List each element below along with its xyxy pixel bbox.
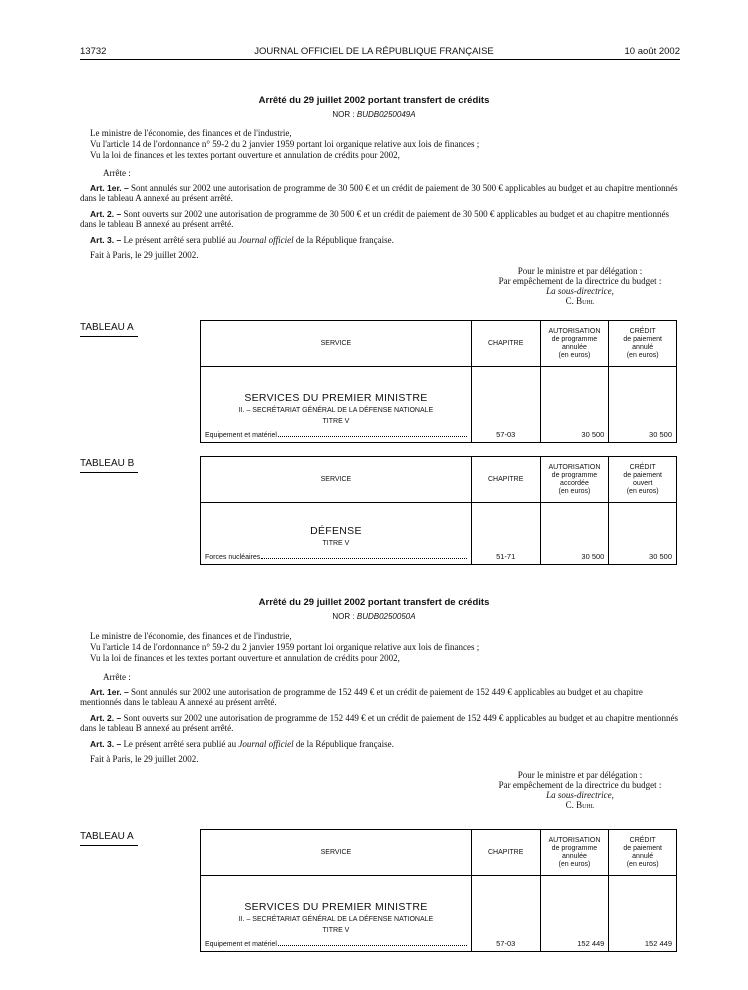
- art2-text: Sont ouverts sur 2002 une autorisation de programme de 152 449 € et un crédit de paiement de 152 449 € applicables au budget et au chapitre mentionnés dans le tableau B annexé au présent arrêté.: [80, 713, 679, 733]
- leader-dots: [278, 436, 467, 437]
- col-ap: [540, 457, 609, 503]
- cp-value: 152 449: [609, 876, 677, 952]
- table-row: [201, 367, 677, 443]
- col-ap-l1: AUTORISATION: [548, 836, 601, 844]
- art3-label: Art. 3. –: [90, 739, 122, 749]
- art2-label: Art. 2. –: [90, 713, 122, 723]
- sig-name: C. Buhl: [565, 800, 595, 810]
- service-title: DÉFENSE: [310, 525, 362, 537]
- arrete2-title: Arrêté du 29 juillet 2002 portant transfert de crédits: [258, 597, 490, 608]
- sig-line-3: La sous-directrice,: [546, 286, 614, 296]
- titre-label: TITRE V: [322, 927, 350, 934]
- col-ap-l4: (en euros): [558, 351, 591, 359]
- col-cp-l4: (en euros): [626, 351, 659, 359]
- art3-label: Art. 3. –: [90, 235, 122, 245]
- service-title: SERVICES DU PREMIER MINISTRE: [244, 901, 428, 913]
- chapitre-value: 57-03: [471, 367, 540, 443]
- arrete2-article-1: [80, 687, 680, 707]
- col-ap-l2: de programme: [551, 844, 598, 852]
- col-cp-l4: (en euros): [626, 860, 659, 868]
- col-ap-l2: de programme: [551, 335, 598, 343]
- titre-label: TITRE V: [322, 418, 350, 425]
- service-line: [205, 554, 467, 561]
- col-cp-l2: de paiement: [623, 471, 662, 479]
- arrete1-article-1: [80, 183, 680, 203]
- arrete1-nor: [0, 110, 748, 119]
- service-cell: [201, 876, 472, 952]
- arrete1-signature: [460, 266, 700, 306]
- journal-title: JOURNAL OFFICIEL DE LA RÉPUBLIQUE FRANÇAISE: [254, 46, 494, 57]
- journal-officiel-ref: Journal officiel: [238, 235, 294, 245]
- col-ap-l3: annulée: [561, 852, 587, 860]
- leader-dots: [261, 558, 467, 559]
- tableau-a-label: TABLEAU A: [80, 322, 134, 333]
- table-row: [201, 503, 677, 565]
- col-ap: [540, 830, 609, 876]
- chapitre-value: 57-03: [471, 876, 540, 952]
- col-cp-l2: de paiement: [623, 335, 662, 343]
- tableau-b-rule: [80, 472, 138, 473]
- arrete2-arrete: Arrête :: [103, 672, 131, 682]
- arrete1-preamble-3: Vu la loi de finances et les textes portant ouverture et annulation de crédits pour 2002,: [90, 150, 400, 160]
- art3-text-end: de la République française.: [293, 739, 394, 749]
- journal-officiel-ref: Journal officiel: [238, 739, 294, 749]
- art1-label: Art. 1er. –: [90, 687, 129, 697]
- sig-line-1: Pour le ministre et par délégation :: [517, 770, 643, 780]
- arrete1-article-3: [90, 235, 680, 245]
- col-cp-l3: annulé: [632, 852, 654, 860]
- chapitre-value: 51-71: [471, 503, 540, 565]
- service-cell: [201, 367, 472, 443]
- arrete1-tableau-a: [200, 320, 677, 443]
- art2-text: Sont ouverts sur 2002 une autorisation de programme de 30 500 € et un crédit de paiement de 30 500 € applicables au budget et au chapitre mentionnés dans le tableau B annexé au présent arrêté.: [80, 209, 670, 229]
- col-ap-l3: annulée: [561, 343, 587, 351]
- arrete1-preamble-2: Vu l'article 14 de l'ordonnance n° 59-2 du 2 janvier 1959 portant loi organique relative aux lois de finances ;: [90, 139, 480, 149]
- line-label: Forces nucléaires: [205, 554, 261, 561]
- header-rule: [80, 59, 680, 60]
- col-chapitre: CHAPITRE: [471, 457, 540, 503]
- ap-value: 30 500: [540, 367, 609, 443]
- page-number: 13732: [80, 46, 107, 57]
- nor-code: BUDB0250050A: [356, 612, 416, 621]
- col-ap: [540, 321, 609, 367]
- col-ap-l4: (en euros): [558, 860, 591, 868]
- art3-text: Le présent arrêté sera publié au: [121, 739, 239, 749]
- ap-value: 30 500: [540, 503, 609, 565]
- nor-code: BUDB0250049A: [356, 110, 416, 119]
- col-cp-l1: CRÉDIT: [629, 836, 656, 844]
- col-service: SERVICE: [201, 830, 472, 876]
- col-ap-l1: AUTORISATION: [548, 463, 601, 471]
- col-cp-l4: (en euros): [626, 487, 659, 495]
- nor-label: NOR :: [332, 612, 357, 621]
- nor-label: NOR :: [332, 110, 357, 119]
- col-chapitre: CHAPITRE: [471, 830, 540, 876]
- col-ap-l2: de programme: [551, 471, 598, 479]
- tableau-a-rule: [80, 845, 138, 846]
- arrete1-article-2: [80, 209, 680, 229]
- arrete2-preamble-3: Vu la loi de finances et les textes portant ouverture et annulation de crédits pour 2002,: [90, 653, 400, 663]
- sig-line-1: Pour le ministre et par délégation :: [517, 266, 643, 276]
- arrete2-fait: Fait à Paris, le 29 juillet 2002.: [90, 754, 199, 764]
- tableau-b-label: TABLEAU B: [80, 458, 135, 469]
- issue-date: 10 août 2002: [624, 46, 680, 57]
- service-subtitle: II. – SECRÉTARIAT GÉNÉRAL DE LA DÉFENSE NATIONALE: [238, 916, 434, 923]
- arrete1-preamble-1: Le ministre de l'économie, des finances et de l'industrie,: [90, 128, 292, 138]
- arrete1-arrete: Arrête :: [103, 168, 131, 178]
- line-label: Equipement et matériel: [205, 941, 277, 948]
- art3-text: Le présent arrêté sera publié au: [121, 235, 239, 245]
- line-label: Equipement et matériel: [205, 432, 277, 439]
- col-ap-l4: (en euros): [558, 487, 591, 495]
- art1-label: Art. 1er. –: [90, 183, 129, 193]
- col-cp-l1: CRÉDIT: [629, 327, 656, 335]
- sig-line-3: La sous-directrice,: [546, 790, 614, 800]
- arrete1-title: Arrêté du 29 juillet 2002 portant transfert de crédits: [258, 95, 490, 106]
- cp-value: 30 500: [609, 367, 677, 443]
- col-ap-l1: AUTORISATION: [548, 327, 601, 335]
- cp-value: 30 500: [609, 503, 677, 565]
- sig-line-2: Par empêchement de la directrice du budget :: [498, 276, 662, 286]
- service-cell: [201, 503, 472, 565]
- col-cp-l3: ouvert: [632, 479, 653, 487]
- arrete1-tableau-b: [200, 456, 677, 565]
- col-cp: [609, 830, 677, 876]
- col-ap-l3: accordée: [560, 479, 589, 487]
- tableau-a-rule: [80, 336, 138, 337]
- col-cp: [609, 457, 677, 503]
- col-cp: [609, 321, 677, 367]
- art1-text: Sont annulés sur 2002 une autorisation de programme de 30 500 € et un crédit de paiement de 30 500 € applicables au budget et au chapitre mentionnés dans le tableau A annexé au présent arrêté.: [80, 183, 678, 203]
- service-title: SERVICES DU PREMIER MINISTRE: [244, 392, 428, 404]
- leader-dots: [278, 945, 467, 946]
- arrete2-preamble-1: Le ministre de l'économie, des finances et de l'industrie,: [90, 631, 292, 641]
- arrete2-article-3: [90, 739, 680, 749]
- arrete1-fait: Fait à Paris, le 29 juillet 2002.: [90, 250, 199, 260]
- service-line: [205, 432, 467, 439]
- table-row: [201, 876, 677, 952]
- col-cp-l2: de paiement: [623, 844, 662, 852]
- arrete2-signature: [460, 770, 700, 810]
- arrete2-preamble-2: Vu l'article 14 de l'ordonnance n° 59-2 du 2 janvier 1959 portant loi organique relative aux lois de finances ;: [90, 642, 480, 652]
- service-subtitle: II. – SECRÉTARIAT GÉNÉRAL DE LA DÉFENSE NATIONALE: [238, 407, 434, 414]
- col-cp-l3: annulé: [632, 343, 654, 351]
- sig-line-2: Par empêchement de la directrice du budget :: [498, 780, 662, 790]
- arrete2-article-2: [80, 713, 680, 733]
- col-service: SERVICE: [201, 457, 472, 503]
- service-line: [205, 941, 467, 948]
- titre-label: TITRE V: [322, 540, 350, 547]
- art2-label: Art. 2. –: [90, 209, 122, 219]
- tableau-a-label: TABLEAU A: [80, 831, 134, 842]
- arrete2-nor: [0, 612, 748, 621]
- sig-name: C. Buhl: [565, 296, 595, 306]
- col-service: SERVICE: [201, 321, 472, 367]
- arrete2-tableau-a: [200, 829, 677, 952]
- col-cp-l1: CRÉDIT: [629, 463, 656, 471]
- art1-text: Sont annulés sur 2002 une autorisation de programme de 152 449 € et un crédit de paiement de 152 449 € applicables au budget et au chapitre mentionnés dans le tableau A annexé au présent arrêté.: [80, 687, 643, 707]
- ap-value: 152 449: [540, 876, 609, 952]
- col-chapitre: CHAPITRE: [471, 321, 540, 367]
- art3-text-end: de la République française.: [293, 235, 394, 245]
